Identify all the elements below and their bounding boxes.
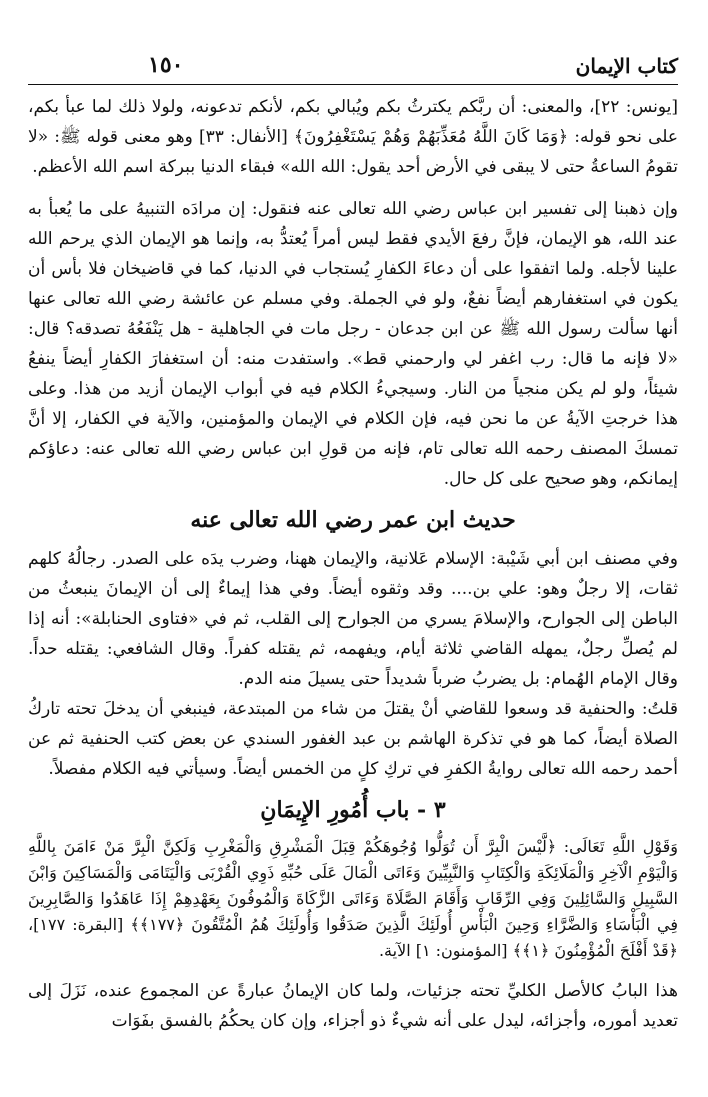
page-number: ١٥٠	[148, 52, 184, 78]
running-header	[28, 52, 678, 85]
paragraph: قلتُ: والحنفية قد وسعوا للقاضي أنْ يقتلَ من شاء من المبتدعة، فينبغي أن يدخلَ تحته تاركُ الصلاة أيضاً، كما هو في تذكرة الهاشم بن عبد الغفور السندي عن بعض كتب الحنفية ثم عن أحمد رحمه الله تعالى روايةُ الكفرِ في تركِ كلٍ من الخمس أيضاً. وسيأتي فيه الكلام مفصلاً.	[28, 699, 678, 779]
paragraph: وفي مصنف ابن أبي شَيْبة: الإسلام عَلانية، والإيمان ههنا، وضرب يدَه على الصدر. رجالُهُ كلهم ثقات، إلا رجلٌ وهو: علي بن.... وقد وثقوه أيضاً. وفي هذا إيماءٌ إلى أن الإيمانَ ينبعثُ من الباطن إلى الجوارح، والإسلامَ يسري من الجوارح إلى القلب، ثم في «فتاوى الحنابلة»: أنه إذا لم يُصلِّ رجلٌ، يمهله القاضي ثلاثة أيام، ويفهمه، ثم يقتله كفراً. وقال الشافعي: يقتله حداً. وقال الإمام الهُمام: بل يضربُ ضرباً شديداً حتى يسيلَ منه الدم.	[28, 549, 678, 689]
page-body	[28, 92, 678, 1036]
chapter-heading: ٣ - باب أُمُورِ الإِيمَانِ	[260, 797, 446, 823]
paragraph: [يونس: ٢٢]، والمعنى: أن ربَّكم يكترثُ بكم ويُبالي بكم، لأنكم تدعونه، ولولا ذلك لما عبأ بكم، على نحو قوله: ﴿وَمَا كَانَ اللَّهُ مُعَذِّبَهُمْ وَهُمْ يَسْتَغْفِرُونَ﴾ [الأنفال: ٣٣] وهو معنى قوله ﷺ: «لا تقومُ الساعةُ حتى لا يبقى في الأرض أحد يقول: الله الله» فبقاء الدنيا ببركة اسم الله الأعظم.	[28, 97, 679, 177]
quran-verse: وَقَوْلِ اللَّهِ تَعَالَى: ﴿لَّيْسَ الْبِرَّ أَن تُوَلُّوا وُجُوهَكُمْ قِبَلَ الْمَشْرِقِ وَالْمَغْرِبِ وَلَكِنَّ الْبِرَّ مَنْ ءَامَنَ بِاللَّهِ وَالْيَوْمِ الْآخِرِ وَالْمَلَائِكَةِ وَالْكِتَابِ وَالنَّبِيِّينَ وَءَاتَى الْمَالَ عَلَى حُبِّهِ ذَوِي الْقُرْبَى وَالْيَتَامَى وَالْمَسَاكِينَ وَابْنَ السَّبِيلِ وَالسَّائِلِينَ وَفِي الرِّقَابِ وَأَقَامَ الصَّلَاةَ وَءَاتَى الزَّكَاةَ وَالْمُوفُونَ بِعَهْدِهِمْ إِذَا عَاهَدُوا وَالصَّابِرِينَ فِي الْبَأْسَاءِ وَالضَّرَّاءِ وَحِينَ الْبَأْسِ أُولَئِكَ الَّذِينَ صَدَقُوا وَأُولَئِكَ هُمُ الْمُتَّقُونَ ﴿١٧٧﴾﴾ [البقرة: ١٧٧]، ﴿قَدْ أَفْلَحَ الْمُؤْمِنُونَ ﴿١﴾﴾ [المؤمنون: ١] الآية.	[28, 837, 679, 960]
paragraph: وإن ذهبنا إلى تفسير ابن عباس رضي الله تعالى عنه فنقول: إن مرادَه التنبيهُ على ما يُعبأ به عند الله، هو الإيمان، فإنَّ رفعَ الأيدي فقط ليس أمراً يُعتدُّ به، وإنما هو الإيمان الذي يرحم الله علينا لأجله. ولما اتفقوا على أن دعاءَ الكفارِ يُستجاب في الدنيا، كما في قاضيخان فلا بأس أن يكون في استغفارهم أيضاً نفعٌ، ولو في الجملة. وفي مسلم عن عائشة رضي الله تعالى عنها أنها سألت رسول الله ﷺ عن ابن جدعان - رجل مات في الجاهلية - هل يَنْفَعُهُ تصدقه؟ قال: «لا فإنه ما قال: رب اغفر لي وارحمني قط». واستفدت منه: أن استغفارَ الكفارِ أيضاً ينفعُ شيئاً، ولو لم يكن منجياً من النار. وسيجيءُ الكلام فيه في أبواب الإيمان أزيد من هذا. وعلى هذا خرجتِ الآيةُ عن ما نحن فيه، فإن الكلام في الإيمان والمؤمنين، والآية في الكفار، إلا أنَّ تمسكَ المصنف رحمه الله تعالى تام، فإنه من قولِ ابن عباس رضي الله تعالى عنه: دعاؤكم إيمانكم، وهو صحيح على كل حال.	[28, 199, 678, 489]
paragraph: هذا البابُ كالأصل الكليِّ تحته جزئيات، ولما كان الإيمانُ عبارةً عن المجموع عنده، نَزَلَ إلى تعديد أموره، وأجزائه، ليدل على أنه شيءٌ ذو أجزاء، وإن كان يحكُمُ بالفسق بفَوَات	[28, 981, 678, 1031]
book-title: كتاب الإيمان	[575, 54, 678, 78]
section-heading: حديث ابن عمر رضي الله تعالى عنه	[190, 507, 516, 533]
